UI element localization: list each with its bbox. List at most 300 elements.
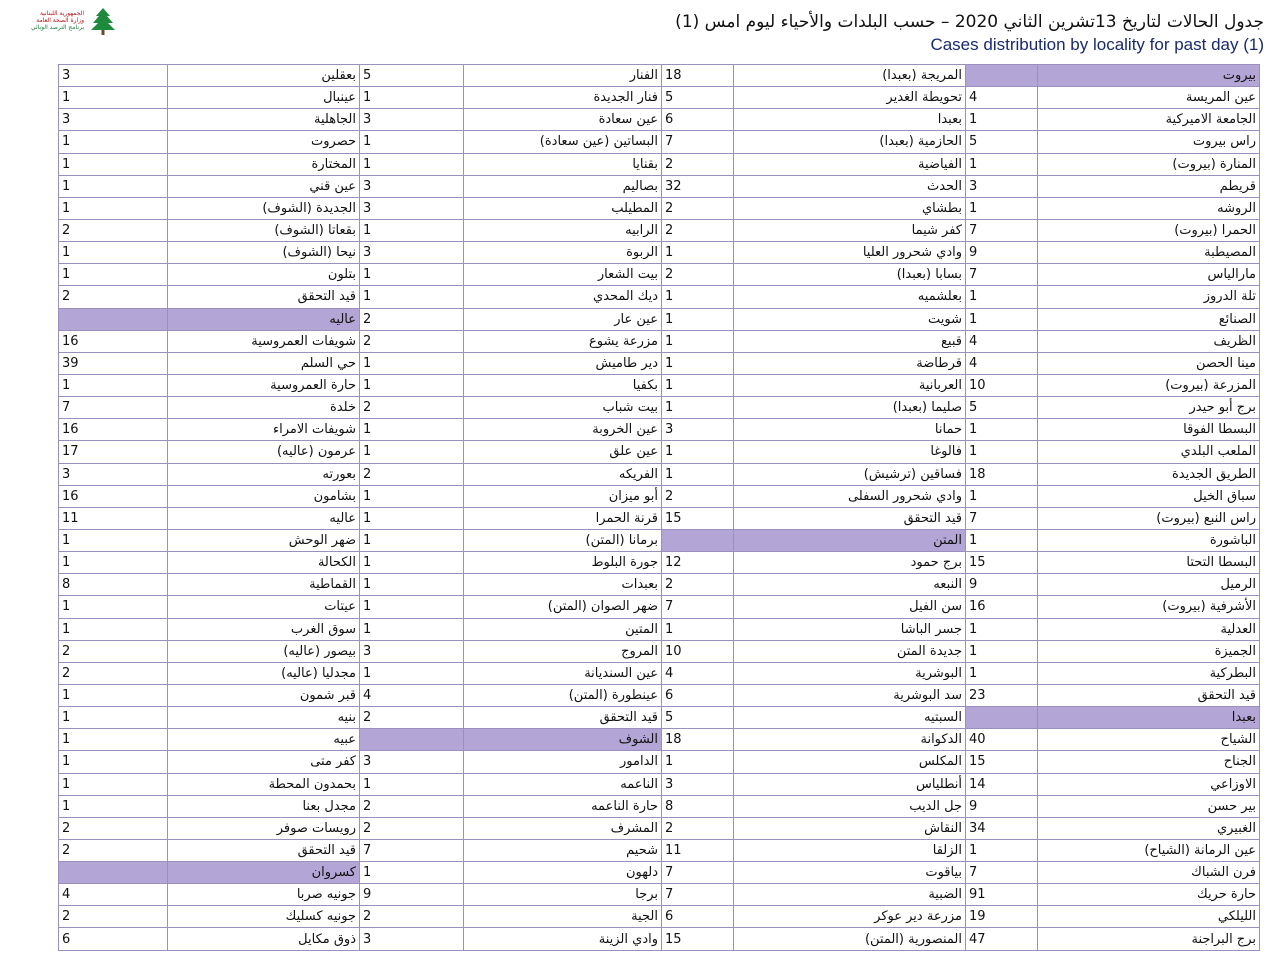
region-header-blank-cell: [360, 729, 464, 751]
case-count-cell: 1: [59, 242, 168, 264]
table-row: [59, 773, 1260, 795]
case-count-cell: 3: [360, 109, 464, 131]
case-count-cell: 4: [966, 330, 1038, 352]
locality-cell: جسر الباشا: [734, 618, 966, 640]
case-count-cell: 1: [662, 242, 734, 264]
case-count-cell: 10: [966, 374, 1038, 396]
locality-cell: الجامعة الاميركية: [1038, 109, 1260, 131]
case-count-cell: 1: [360, 87, 464, 109]
locality-cell: وادي شحرور العليا: [734, 242, 966, 264]
locality-cell: مارالياس: [1038, 264, 1260, 286]
case-count-cell: 18: [966, 463, 1038, 485]
locality-cell: كفر شيما: [734, 219, 966, 241]
case-count-cell: 5: [360, 65, 464, 87]
locality-cell: الدامور: [464, 751, 662, 773]
case-count-cell: 1: [966, 109, 1038, 131]
table-row: [59, 197, 1260, 219]
case-count-cell: 2: [662, 197, 734, 219]
case-count-cell: 7: [59, 397, 168, 419]
cases-table-container: [58, 64, 1259, 950]
case-count-cell: 2: [59, 906, 168, 928]
case-count-cell: 1: [662, 463, 734, 485]
case-count-cell: 1: [662, 374, 734, 396]
locality-cell: بقعاتا (الشوف): [168, 219, 360, 241]
case-count-cell: 18: [662, 65, 734, 87]
case-count-cell: 7: [360, 839, 464, 861]
locality-cell: بحمدون المحطة: [168, 773, 360, 795]
case-count-cell: 1: [662, 751, 734, 773]
case-count-cell: 2: [662, 485, 734, 507]
locality-cell: جل الديب: [734, 795, 966, 817]
case-count-cell: 1: [59, 773, 168, 795]
case-count-cell: 1: [360, 862, 464, 884]
case-count-cell: 3: [966, 175, 1038, 197]
case-count-cell: 2: [360, 463, 464, 485]
case-count-cell: 1: [360, 264, 464, 286]
table-row: [59, 463, 1260, 485]
locality-cell: ديك المحدي: [464, 286, 662, 308]
case-count-cell: 3: [360, 751, 464, 773]
locality-cell: قيد التحقق: [734, 507, 966, 529]
locality-cell: شويفات الامراء: [168, 419, 360, 441]
table-row: [59, 242, 1260, 264]
locality-cell: شويت: [734, 308, 966, 330]
locality-cell: الجية: [464, 906, 662, 928]
locality-cell: عين عار: [464, 308, 662, 330]
locality-cell: أنطلياس: [734, 773, 966, 795]
case-count-cell: 17: [59, 441, 168, 463]
case-count-cell: 2: [59, 817, 168, 839]
case-count-cell: 1: [360, 529, 464, 551]
case-count-cell: 1: [360, 219, 464, 241]
locality-cell: قرنة الحمرا: [464, 507, 662, 529]
case-count-cell: 2: [662, 264, 734, 286]
locality-cell: برمانا (المتن): [464, 529, 662, 551]
region-header-cell: عاليه: [168, 308, 360, 330]
locality-cell: جونيه صربا: [168, 884, 360, 906]
case-count-cell: 5: [966, 131, 1038, 153]
locality-cell: حارة الناعمه: [464, 795, 662, 817]
case-count-cell: 7: [966, 219, 1038, 241]
locality-cell: الغبيري: [1038, 817, 1260, 839]
cases-table: [58, 64, 1260, 951]
locality-cell: مزرعة دير عوكر: [734, 906, 966, 928]
locality-cell: رويسات صوفر: [168, 817, 360, 839]
case-count-cell: 1: [662, 330, 734, 352]
locality-cell: القماطية: [168, 574, 360, 596]
locality-cell: برج أبو حيدر: [1038, 397, 1260, 419]
locality-cell: العربانية: [734, 374, 966, 396]
locality-cell: قرطاضة: [734, 352, 966, 374]
case-count-cell: 15: [966, 552, 1038, 574]
case-count-cell: 1: [360, 286, 464, 308]
locality-cell: برج حمود: [734, 552, 966, 574]
locality-cell: حصروت: [168, 131, 360, 153]
locality-cell: بشامون: [168, 485, 360, 507]
locality-cell: فساقين (ترشيش): [734, 463, 966, 485]
case-count-cell: 1: [360, 153, 464, 175]
locality-cell: الزلقا: [734, 839, 966, 861]
case-count-cell: 3: [360, 175, 464, 197]
locality-cell: أبو ميزان: [464, 485, 662, 507]
locality-cell: عين علق: [464, 441, 662, 463]
locality-cell: الصنائع: [1038, 308, 1260, 330]
locality-cell: قيد التحقق: [168, 286, 360, 308]
locality-cell: وادي الزينة: [464, 928, 662, 950]
ministry-logo: [8, 4, 118, 48]
case-count-cell: 1: [59, 552, 168, 574]
case-count-cell: 4: [360, 684, 464, 706]
locality-cell: البسطا الفوقا: [1038, 419, 1260, 441]
table-row: [59, 131, 1260, 153]
table-row: [59, 684, 1260, 706]
case-count-cell: 1: [59, 618, 168, 640]
case-count-cell: 2: [662, 817, 734, 839]
case-count-cell: 9: [966, 574, 1038, 596]
case-count-cell: 6: [662, 684, 734, 706]
locality-cell: عينطورة (المتن): [464, 684, 662, 706]
locality-cell: بكفيا: [464, 374, 662, 396]
locality-cell: ضهر الصوان (المتن): [464, 596, 662, 618]
case-count-cell: 32: [662, 175, 734, 197]
table-row: [59, 596, 1260, 618]
case-count-cell: 7: [966, 264, 1038, 286]
table-row: [59, 507, 1260, 529]
locality-cell: الأشرفية (بيروت): [1038, 596, 1260, 618]
table-row: [59, 751, 1260, 773]
case-count-cell: 10: [662, 640, 734, 662]
locality-cell: ضهر الوحش: [168, 529, 360, 551]
locality-cell: فرن الشباك: [1038, 862, 1260, 884]
locality-cell: كفر متى: [168, 751, 360, 773]
table-row: [59, 352, 1260, 374]
locality-cell: قبيع: [734, 330, 966, 352]
region-header-cell: بعبدا: [1038, 707, 1260, 729]
locality-cell: مينا الحصن: [1038, 352, 1260, 374]
locality-cell: جديدة المتن: [734, 640, 966, 662]
locality-cell: عرمون (عاليه): [168, 441, 360, 463]
case-count-cell: 6: [59, 928, 168, 950]
table-row: [59, 574, 1260, 596]
locality-cell: عين الخروبة: [464, 419, 662, 441]
case-count-cell: 23: [966, 684, 1038, 706]
locality-cell: بيصور (عاليه): [168, 640, 360, 662]
locality-cell: الجميزة: [1038, 640, 1260, 662]
locality-cell: بياقوت: [734, 862, 966, 884]
locality-cell: مزرعة يشوع: [464, 330, 662, 352]
case-count-cell: 1: [360, 507, 464, 529]
locality-cell: الطريق الجديدة: [1038, 463, 1260, 485]
locality-cell: المتين: [464, 618, 662, 640]
case-count-cell: 47: [966, 928, 1038, 950]
region-header-cell: كسروان: [168, 862, 360, 884]
case-count-cell: 1: [966, 529, 1038, 551]
case-count-cell: 7: [662, 131, 734, 153]
locality-cell: عيتات: [168, 596, 360, 618]
locality-cell: الضبية: [734, 884, 966, 906]
locality-cell: الجديدة (الشوف): [168, 197, 360, 219]
locality-cell: المكلس: [734, 751, 966, 773]
table-row: [59, 87, 1260, 109]
table-row: [59, 485, 1260, 507]
case-count-cell: 3: [360, 197, 464, 219]
case-count-cell: 1: [360, 596, 464, 618]
locality-cell: ذوق مكايل: [168, 928, 360, 950]
case-count-cell: 1: [59, 795, 168, 817]
case-count-cell: 11: [662, 839, 734, 861]
case-count-cell: 1: [966, 485, 1038, 507]
case-count-cell: 39: [59, 352, 168, 374]
locality-cell: عبيه: [168, 729, 360, 751]
case-count-cell: 7: [966, 507, 1038, 529]
locality-cell: قيد التحقق: [168, 839, 360, 861]
case-count-cell: 3: [662, 419, 734, 441]
locality-cell: العدلية: [1038, 618, 1260, 640]
case-count-cell: 2: [360, 795, 464, 817]
table-row: [59, 65, 1260, 87]
case-count-cell: 1: [360, 662, 464, 684]
case-count-cell: 1: [59, 131, 168, 153]
case-count-cell: 1: [966, 419, 1038, 441]
locality-cell: قبر شمون: [168, 684, 360, 706]
case-count-cell: 9: [360, 884, 464, 906]
locality-cell: راس النبع (بيروت): [1038, 507, 1260, 529]
table-row: [59, 419, 1260, 441]
case-count-cell: 16: [59, 330, 168, 352]
case-count-cell: 15: [966, 751, 1038, 773]
region-header-cell: المتن: [734, 529, 966, 551]
locality-cell: الحمرا (بيروت): [1038, 219, 1260, 241]
case-count-cell: 1: [966, 197, 1038, 219]
locality-cell: مجدليا (عاليه): [168, 662, 360, 684]
case-count-cell: 2: [59, 662, 168, 684]
case-count-cell: 1: [59, 175, 168, 197]
case-count-cell: 1: [966, 662, 1038, 684]
case-count-cell: 9: [966, 795, 1038, 817]
region-header-blank-cell: [59, 308, 168, 330]
case-count-cell: 7: [966, 862, 1038, 884]
locality-cell: بعورته: [168, 463, 360, 485]
case-count-cell: 3: [360, 640, 464, 662]
case-count-cell: 3: [360, 928, 464, 950]
locality-cell: بيت شباب: [464, 397, 662, 419]
case-count-cell: 7: [662, 884, 734, 906]
case-count-cell: 4: [966, 352, 1038, 374]
region-header-blank-cell: [966, 65, 1038, 87]
case-count-cell: 2: [59, 839, 168, 861]
case-count-cell: 34: [966, 817, 1038, 839]
locality-cell: وادي شحرور السفلى: [734, 485, 966, 507]
case-count-cell: 2: [360, 707, 464, 729]
case-count-cell: 1: [59, 596, 168, 618]
case-count-cell: 1: [360, 552, 464, 574]
locality-cell: راس بيروت: [1038, 131, 1260, 153]
case-count-cell: 1: [966, 618, 1038, 640]
case-count-cell: 8: [59, 574, 168, 596]
table-row: [59, 662, 1260, 684]
case-count-cell: 7: [662, 596, 734, 618]
case-count-cell: 1: [662, 618, 734, 640]
locality-cell: الكحالة: [168, 552, 360, 574]
locality-cell: مجدل بعنا: [168, 795, 360, 817]
case-count-cell: 1: [966, 640, 1038, 662]
case-count-cell: 2: [360, 397, 464, 419]
locality-cell: بسابا (بعبدا): [734, 264, 966, 286]
locality-cell: الناعمه: [464, 773, 662, 795]
case-count-cell: 1: [59, 707, 168, 729]
case-count-cell: 15: [662, 507, 734, 529]
case-count-cell: 5: [662, 87, 734, 109]
case-count-cell: 5: [966, 397, 1038, 419]
locality-cell: شويفات العمروسية: [168, 330, 360, 352]
table-row: [59, 552, 1260, 574]
case-count-cell: 2: [360, 817, 464, 839]
case-count-cell: 1: [59, 751, 168, 773]
case-count-cell: 5: [662, 707, 734, 729]
locality-cell: النبعه: [734, 574, 966, 596]
locality-cell: قريطم: [1038, 175, 1260, 197]
table-row: [59, 153, 1260, 175]
locality-cell: قيد التحقق: [1038, 684, 1260, 706]
case-count-cell: 1: [966, 286, 1038, 308]
locality-cell: المزرعة (بيروت): [1038, 374, 1260, 396]
locality-cell: السبتيه: [734, 707, 966, 729]
locality-cell: دير طاميش: [464, 352, 662, 374]
case-count-cell: 1: [662, 352, 734, 374]
locality-cell: الاوزاعي: [1038, 773, 1260, 795]
table-row: [59, 109, 1260, 131]
case-count-cell: 1: [360, 485, 464, 507]
case-count-cell: 1: [59, 87, 168, 109]
locality-cell: شحيم: [464, 839, 662, 861]
logo-line-1: الجمهورية اللبنانية: [39, 10, 84, 17]
case-count-cell: 4: [662, 662, 734, 684]
table-row: [59, 330, 1260, 352]
case-count-cell: 3: [59, 109, 168, 131]
case-count-cell: 1: [360, 618, 464, 640]
locality-cell: البسطا التحتا: [1038, 552, 1260, 574]
case-count-cell: 7: [662, 862, 734, 884]
case-count-cell: 1: [59, 529, 168, 551]
locality-cell: قيد التحقق: [464, 707, 662, 729]
locality-cell: سن الفيل: [734, 596, 966, 618]
cases-table-body: [59, 65, 1260, 951]
case-count-cell: 3: [59, 65, 168, 87]
locality-cell: المطيلب: [464, 197, 662, 219]
locality-cell: الفياضية: [734, 153, 966, 175]
locality-cell: تحويطة الغدير: [734, 87, 966, 109]
locality-cell: الفريكه: [464, 463, 662, 485]
case-count-cell: 4: [966, 87, 1038, 109]
title-english: Cases distribution by locality for past day (1): [930, 35, 1264, 54]
case-count-cell: 2: [59, 219, 168, 241]
locality-cell: الروشه: [1038, 197, 1260, 219]
case-count-cell: 1: [360, 441, 464, 463]
locality-cell: عين السنديانة: [464, 662, 662, 684]
locality-cell: الفنار: [464, 65, 662, 87]
locality-cell: بعبدا: [734, 109, 966, 131]
table-row: [59, 795, 1260, 817]
locality-cell: جورة البلوط: [464, 552, 662, 574]
table-row: [59, 397, 1260, 419]
table-row: [59, 264, 1260, 286]
table-row: [59, 640, 1260, 662]
locality-cell: المختارة: [168, 153, 360, 175]
locality-cell: البطركية: [1038, 662, 1260, 684]
page-header: [0, 0, 1280, 62]
case-count-cell: 1: [360, 131, 464, 153]
case-count-cell: 1: [360, 773, 464, 795]
locality-cell: بعقلين: [168, 65, 360, 87]
table-row: [59, 441, 1260, 463]
locality-cell: البساتين (عين سعادة): [464, 131, 662, 153]
locality-cell: المشرف: [464, 817, 662, 839]
case-count-cell: 40: [966, 729, 1038, 751]
case-count-cell: 91: [966, 884, 1038, 906]
case-count-cell: 16: [59, 485, 168, 507]
case-count-cell: 1: [662, 286, 734, 308]
locality-cell: نيحا (الشوف): [168, 242, 360, 264]
locality-cell: صليما (بعبدا): [734, 397, 966, 419]
table-row: [59, 308, 1260, 330]
case-count-cell: 1: [360, 374, 464, 396]
case-count-cell: 1: [966, 153, 1038, 175]
locality-cell: الدكوانة: [734, 729, 966, 751]
region-header-blank-cell: [59, 862, 168, 884]
case-count-cell: 3: [662, 773, 734, 795]
case-count-cell: 1: [966, 441, 1038, 463]
case-count-cell: 8: [662, 795, 734, 817]
case-count-cell: 1: [662, 397, 734, 419]
locality-cell: سباق الخيل: [1038, 485, 1260, 507]
case-count-cell: 1: [59, 684, 168, 706]
locality-cell: عينبال: [168, 87, 360, 109]
locality-cell: المروج: [464, 640, 662, 662]
case-count-cell: 16: [966, 596, 1038, 618]
locality-cell: سد البوشرية: [734, 684, 966, 706]
case-count-cell: 1: [662, 441, 734, 463]
case-count-cell: 2: [59, 286, 168, 308]
locality-cell: بير حسن: [1038, 795, 1260, 817]
locality-cell: الربوة: [464, 242, 662, 264]
table-row: [59, 175, 1260, 197]
locality-cell: فالوغا: [734, 441, 966, 463]
table-row: [59, 862, 1260, 884]
locality-cell: المنارة (بيروت): [1038, 153, 1260, 175]
logo-line-2: وزارة الصحة العامة: [36, 17, 84, 24]
locality-cell: الجناح: [1038, 751, 1260, 773]
table-row: [59, 219, 1260, 241]
locality-cell: الليلكي: [1038, 906, 1260, 928]
locality-cell: جونيه كسليك: [168, 906, 360, 928]
case-count-cell: 1: [966, 839, 1038, 861]
case-count-cell: 2: [662, 153, 734, 175]
case-count-cell: 18: [662, 729, 734, 751]
locality-cell: فنار الجديدة: [464, 87, 662, 109]
case-count-cell: 2: [662, 219, 734, 241]
region-header-cell: الشوف: [464, 729, 662, 751]
locality-cell: خلدة: [168, 397, 360, 419]
case-count-cell: 1: [59, 374, 168, 396]
cedar-icon: [88, 6, 118, 36]
case-count-cell: 3: [59, 463, 168, 485]
locality-cell: المريجة (بعبدا): [734, 65, 966, 87]
region-header-cell: بيروت: [1038, 65, 1260, 87]
locality-cell: عين قني: [168, 175, 360, 197]
case-count-cell: 2: [360, 308, 464, 330]
case-count-cell: 2: [59, 640, 168, 662]
case-count-cell: 1: [966, 308, 1038, 330]
